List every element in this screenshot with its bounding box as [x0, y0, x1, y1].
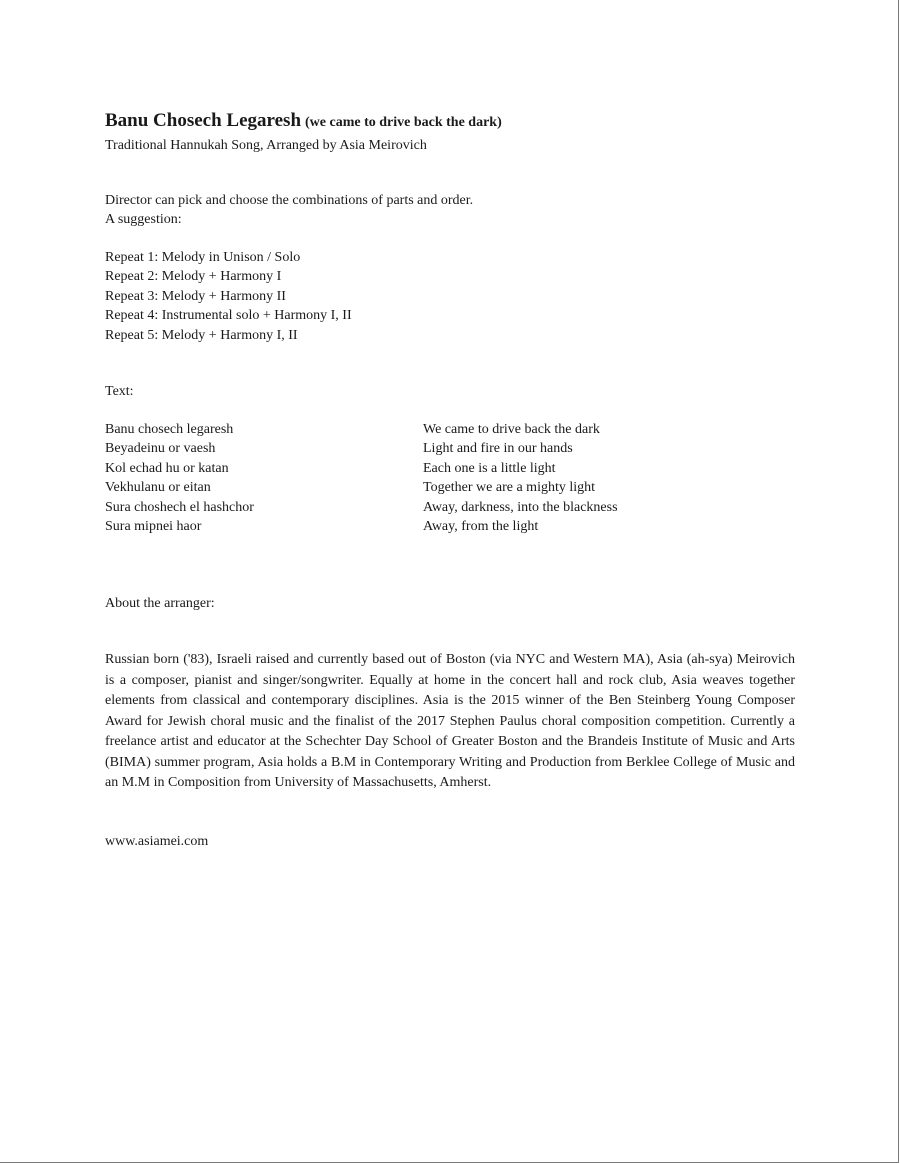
hebrew-lyric-line: Beyadeinu or vaesh: [105, 441, 216, 457]
english-lyrics-column: [423, 420, 618, 536]
english-lyric-line: Away, from the light: [423, 519, 539, 535]
hebrew-lyric-line: Sura mipnei haor: [105, 519, 202, 535]
lyrics-table: [105, 420, 705, 536]
repeat-list: [105, 248, 352, 345]
website-link[interactable]: www.asiamei.com: [105, 834, 209, 849]
song-title: Banu Chosech Legaresh: [105, 110, 302, 131]
hebrew-lyric-line: Banu chosech legaresh: [105, 422, 234, 437]
text-label: Text:: [105, 384, 134, 399]
repeat-item: Repeat 3: Melody + Harmony II: [105, 288, 286, 304]
title-block: [105, 108, 502, 156]
hebrew-lyric-line: Kol echad hu or katan: [105, 460, 229, 476]
english-lyric-line: Each one is a little light: [423, 460, 556, 476]
hebrew-lyric-line: Vekhulanu or eitan: [105, 480, 211, 496]
english-lyric-line: Together we are a mighty light: [423, 480, 596, 496]
arranger-bio: Russian born ('83), Israeli raised and currently based out of Boston (via NYC and Western MA), Asia (ah-sya) Meirovich is a composer, pianist and singer/songwriter. Equally at home in the concert hall and rock club, Asia weaves together elements from classical and contemporary disciplines. Asia is the 2015 winner of the Ben Steinberg Young Composer Award for Jewish choral music and the finalist of the 2017 Stephen Paulus choral composition competition. Currently a freelance artist and educator at the Schechter Day School of Greater Boston and the Brandeis Institute of Music and Arts (BIMA) summer program, Asia holds a B.M in Contemporary Writing and Production from Berklee College of Music and an M.M in Composition from University of Massachusetts, Amherst.: [105, 652, 795, 790]
repeat-item: Repeat 2: Melody + Harmony I: [105, 269, 282, 285]
song-subtitle: (we came to drive back the dark): [305, 115, 502, 130]
hebrew-lyric-line: Sura choshech el hashchor: [105, 499, 254, 515]
page-title: [105, 108, 502, 136]
instruction-line: Director can pick and choose the combinations of parts and order.: [105, 193, 474, 208]
english-lyric-line: Light and fire in our hands: [423, 441, 573, 457]
english-lyric-line: We came to drive back the dark: [423, 422, 600, 437]
hebrew-lyrics-column: [105, 420, 423, 536]
english-lyric-line: Away, darkness, into the blackness: [423, 499, 618, 515]
director-instructions: [105, 191, 473, 230]
arrangement-byline: Traditional Hannukah Song, Arranged by Asia Meirovich: [105, 138, 427, 153]
repeat-item: Repeat 1: Melody in Unison / Solo: [105, 250, 301, 265]
repeat-item: Repeat 5: Melody + Harmony I, II: [105, 327, 298, 343]
about-arranger-label: About the arranger:: [105, 596, 215, 611]
repeat-item: Repeat 4: Instrumental solo + Harmony I, II: [105, 308, 352, 324]
suggestion-label: A suggestion:: [105, 212, 182, 228]
